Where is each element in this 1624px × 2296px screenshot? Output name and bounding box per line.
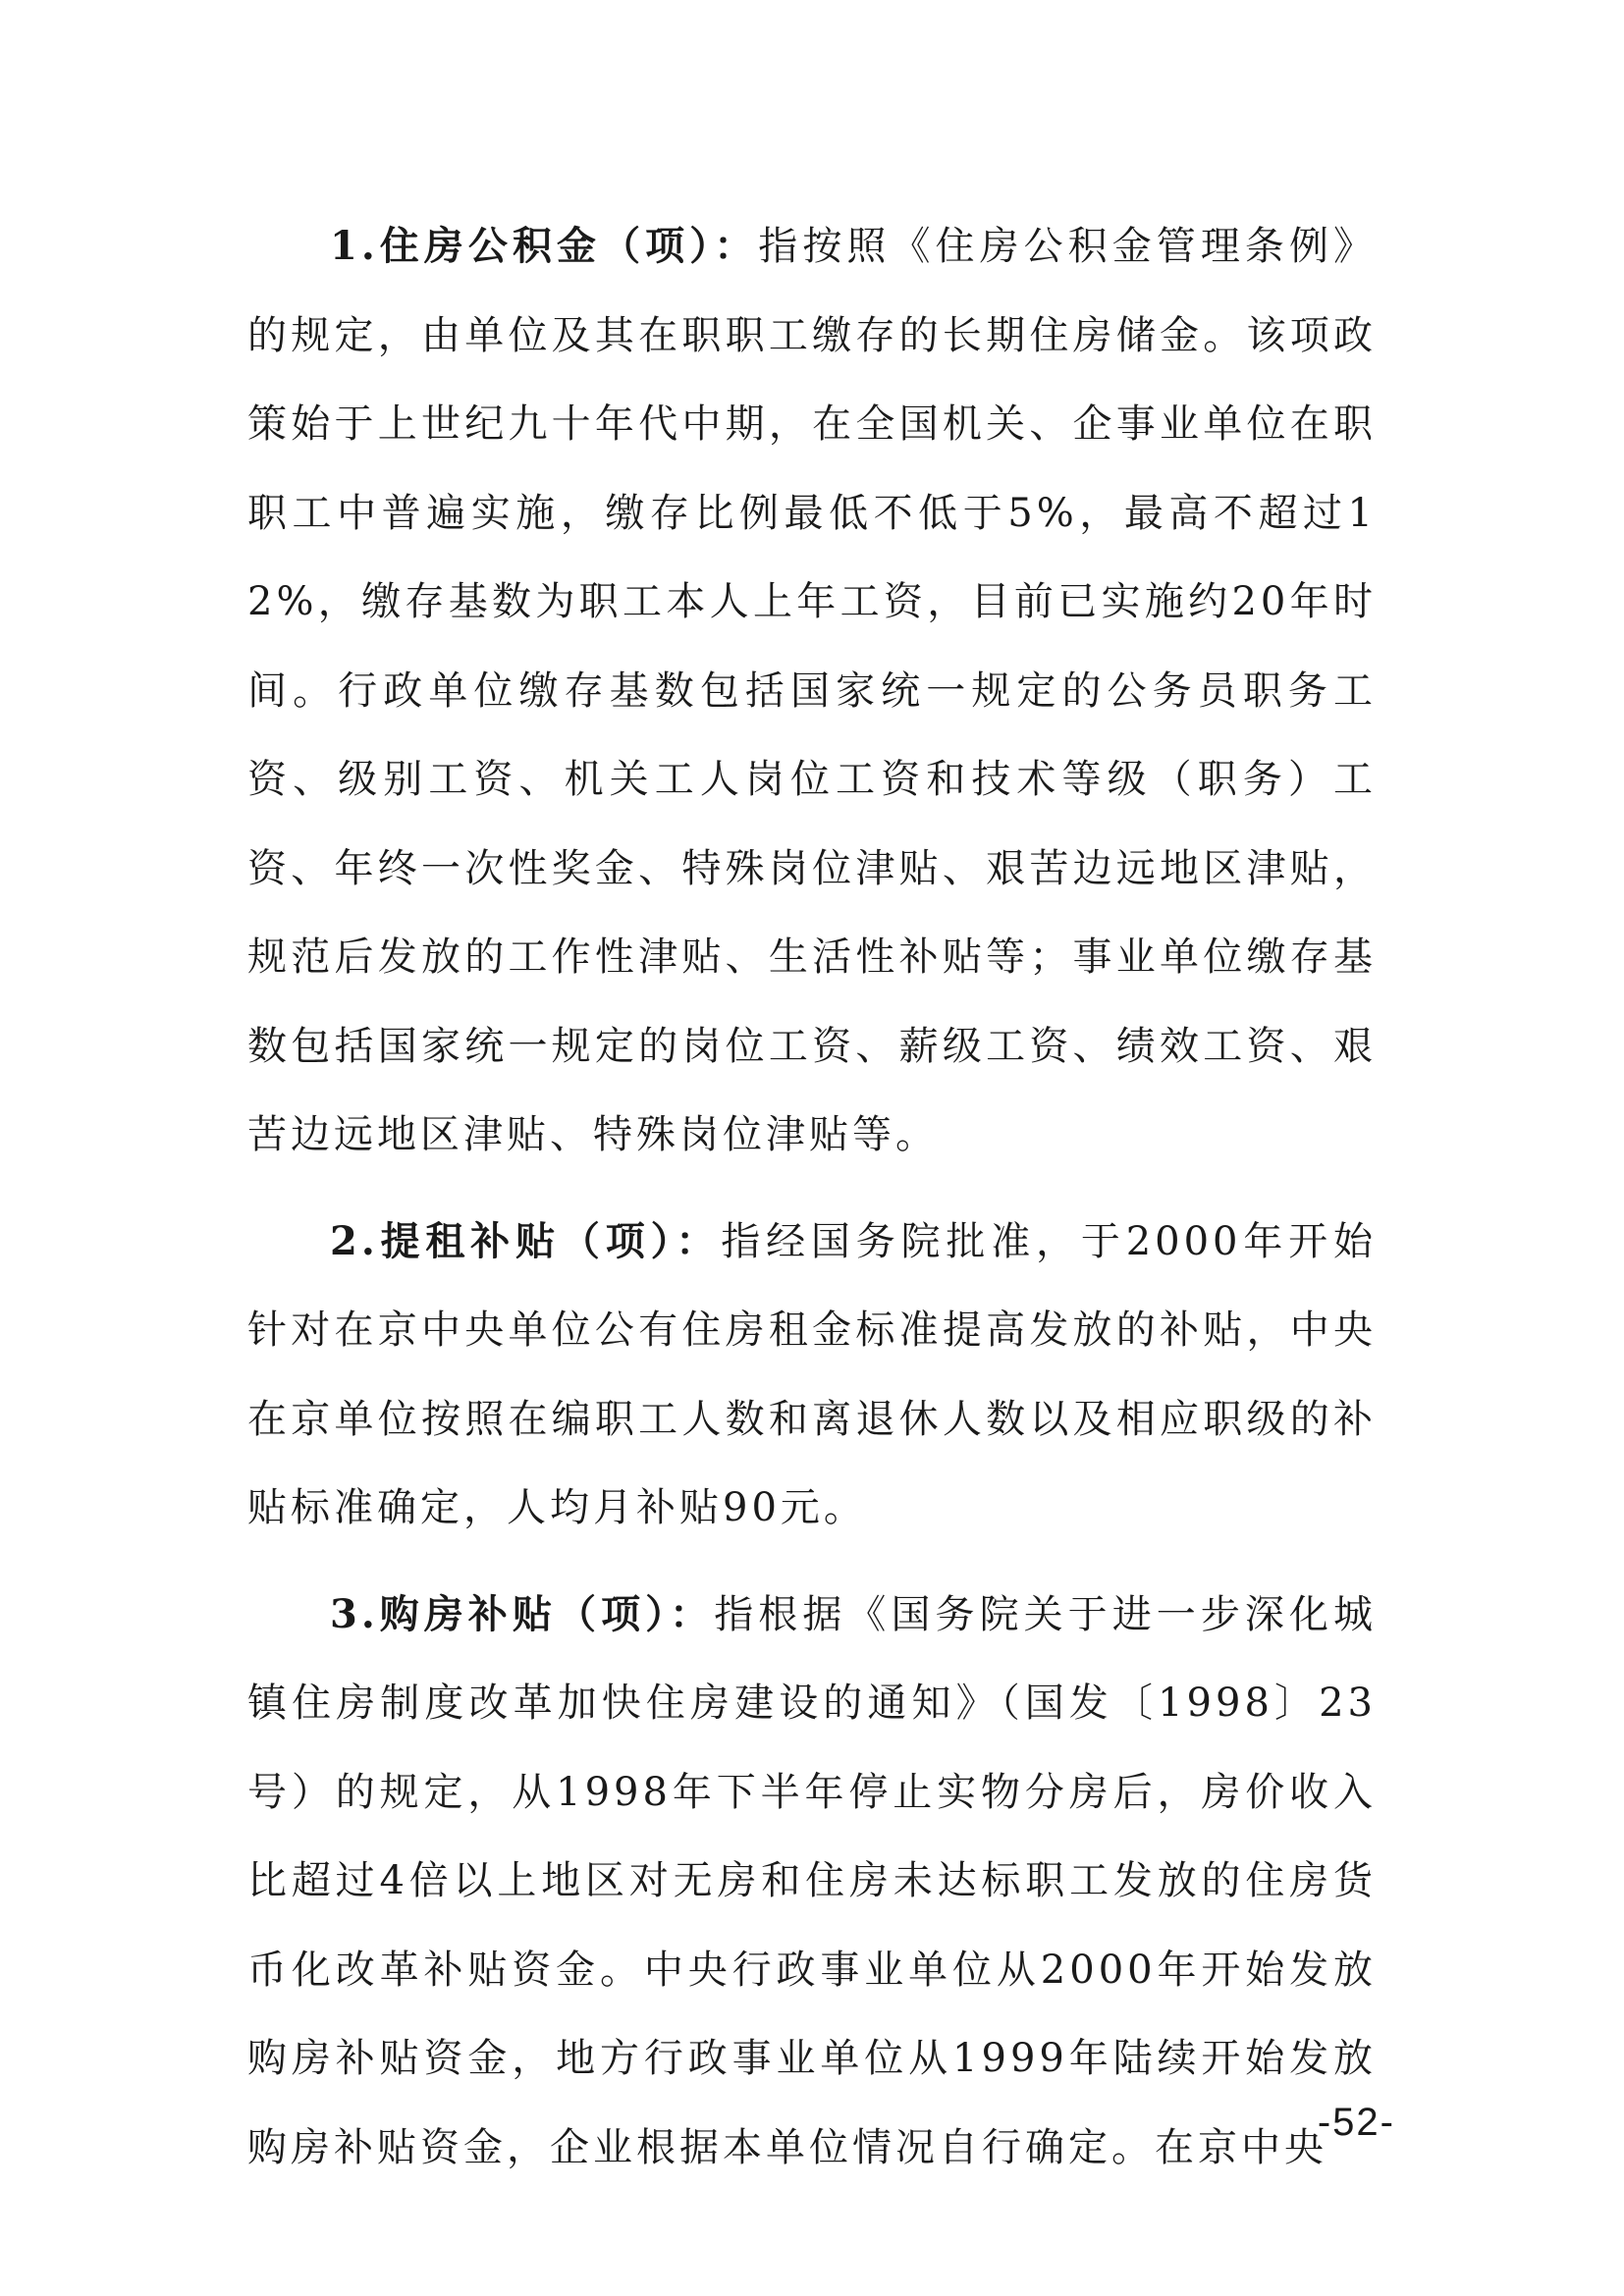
paragraph-title: 1.住房公积金（项）：: [330, 223, 759, 269]
paragraph-body: 指根据《国务院关于进一步深化城镇住房制度改革加快住房建设的通知》（国发〔1998〕23号）的规定，从1998年下半年停止实物分房后，房价收入比超过4倍以上地区对无房和住房未达标职工发放的住房货币化改革补贴资金。中央行政事业单位从2000年开始发放购房补贴资金，地方行政事业单位从1999年陆续开始发放购房补贴资金，企业根据本单位情况自行确定。在京中央: [247, 1591, 1378, 2170]
paragraph-body: 指经国务院批准，于2000年开始针对在京中央单位公有住房租金标准提高发放的补贴，中央在京单位按照在编职工人数和离退休人数以及相应职级的补贴标准确定，人均月补贴90元。: [247, 1218, 1377, 1530]
paragraph-housing-purchase-subsidy: [247, 1571, 1377, 2193]
paragraph-housing-provident-fund: [247, 202, 1377, 1180]
paragraph-title: 3.购房补贴（项）：: [330, 1590, 715, 1637]
page-number: -52-: [1317, 2101, 1395, 2144]
paragraph-rent-subsidy: [247, 1198, 1377, 1553]
paragraph-title: 2.提租补贴（项）：: [330, 1217, 722, 1264]
paragraph-body: 指按照《住房公积金管理条例》的规定，由单位及其在职职工缴存的长期住房储金。该项政策始于上世纪九十年代中期，在全国机关、企事业单位在职职工中普遍实施，缴存比例最低不低于5%，最高不超过12%，缴存基数为职工本人上年工资，目前已实施约20年时间。行政单位缴存基数包括国家统一规定的公务员职务工资、级别工资、机关工人岗位工资和技术等级（职务）工资、年终一次性奖金、特殊岗位津贴、艰苦边远地区津贴，规范后发放的工作性津贴、生活性补贴等；事业单位缴存基数包括国家统一规定的岗位工资、薪级工资、绩效工资、艰苦边远地区津贴、特殊岗位津贴等。: [247, 224, 1377, 1157]
text-column: [247, 202, 1377, 2192]
